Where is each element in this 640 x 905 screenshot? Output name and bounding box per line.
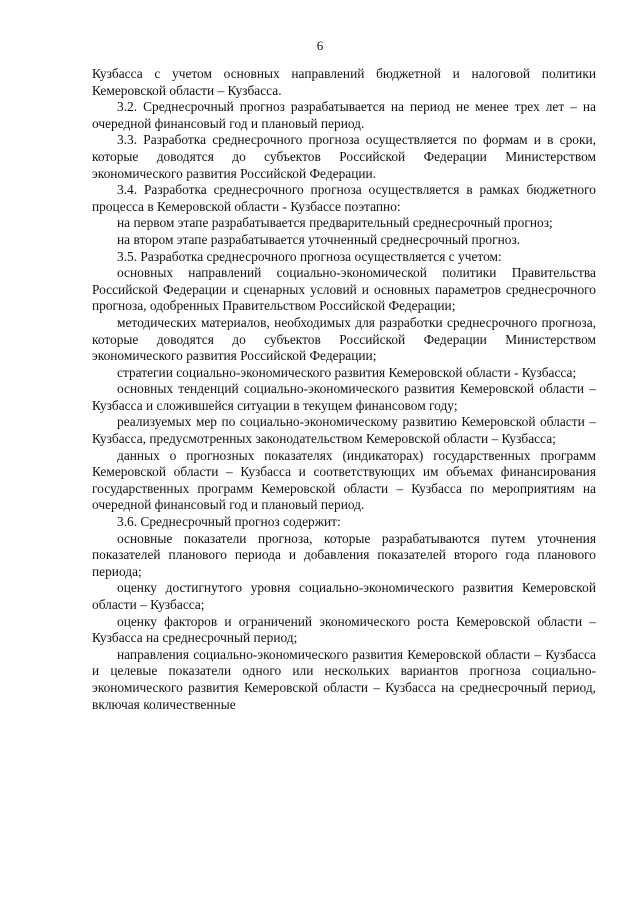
paragraph-3-6: 3.6. Среднесрочный прогноз содержит: xyxy=(117,514,341,530)
paragraph-list-item: основных тенденций социально-экономического развития Кемеровской области – Кузбасса и сложившейся ситуации в текущем финансовом году; xyxy=(92,381,596,413)
paragraph-list-item: стратегии социально-экономического развития Кемеровской области - Кузбасса; xyxy=(117,364,577,380)
paragraph-stage-2: на втором этапе разрабатывается уточненный среднесрочный прогноз. xyxy=(117,231,521,247)
paragraph-list-item: основных направлений социально-экономической политики Правительства Российской Федерации и сценарных условий и основных параметров среднесрочного прогноза, одобренных Правительством Российской Федерации; xyxy=(92,265,596,314)
paragraph-list-item: основные показатели прогноза, которые разрабатываются путем уточнения показателей планового периода и добавления показателей второго года планового периода; xyxy=(92,530,596,579)
paragraph-3-4: 3.4. Разработка среднесрочного прогноза осуществляется в рамках бюджетного процесса в Кемеровской области - Кузбассе поэтапно: xyxy=(92,182,596,214)
paragraph-stage-1: на первом этапе разрабатывается предварительный среднесрочный прогноз; xyxy=(117,215,553,231)
document-body xyxy=(92,66,596,713)
paragraph-3-3: 3.3. Разработка среднесрочного прогноза осуществляется по формам и в сроки, которые доводятся до субъектов Российской Федерации Министерством экономического развития Российской Федерации. xyxy=(92,132,596,181)
paragraph-continuation: Кузбасса с учетом основных направлений бюджетной и налоговой политики Кемеровской области – Кузбасса. xyxy=(92,66,596,98)
paragraph-3-2: 3.2. Среднесрочный прогноз разрабатывается на период не менее трех лет – на очередной финансовый год и плановый период. xyxy=(92,99,596,131)
paragraph-list-item: оценку факторов и ограничений экономического роста Кемеровской области – Кузбасса на среднесрочный период; xyxy=(92,613,596,646)
paragraph-list-item: направления социально-экономического развития Кемеровской области – Кузбасса и целевые показатели одного или нескольких вариантов прогноза социально-экономического развития Кемеровской области – Кузбасса на среднесрочный период, включая количественные xyxy=(92,646,596,712)
paragraph-list-item: методических материалов, необходимых для разработки среднесрочного прогноза, которые доводятся до субъектов Российской Федерации Министерством экономического развития Российской Федерации; xyxy=(92,314,596,364)
paragraph-list-item: оценку достигнутого уровня социально-экономического развития Кемеровской области – Кузбасса; xyxy=(92,580,596,612)
page-number: 6 xyxy=(316,38,324,53)
paragraph-3-5: 3.5. Разработка среднесрочного прогноза осуществляется с учетом: xyxy=(117,248,502,264)
paragraph-list-item: данных о прогнозных показателях (индикаторах) государственных программ Кемеровской области – Кузбасса и соответствующих им объемах финансирования государственных программ Кемеровской области – Кузбасса по мероприятиям на очередной финансовый год и плановый период. xyxy=(92,447,596,513)
paragraph-list-item: реализуемых мер по социально-экономическому развитию Кемеровской области – Кузбасса, предусмотренных законодательством Кемеровской области – Кузбасса; xyxy=(92,414,596,447)
